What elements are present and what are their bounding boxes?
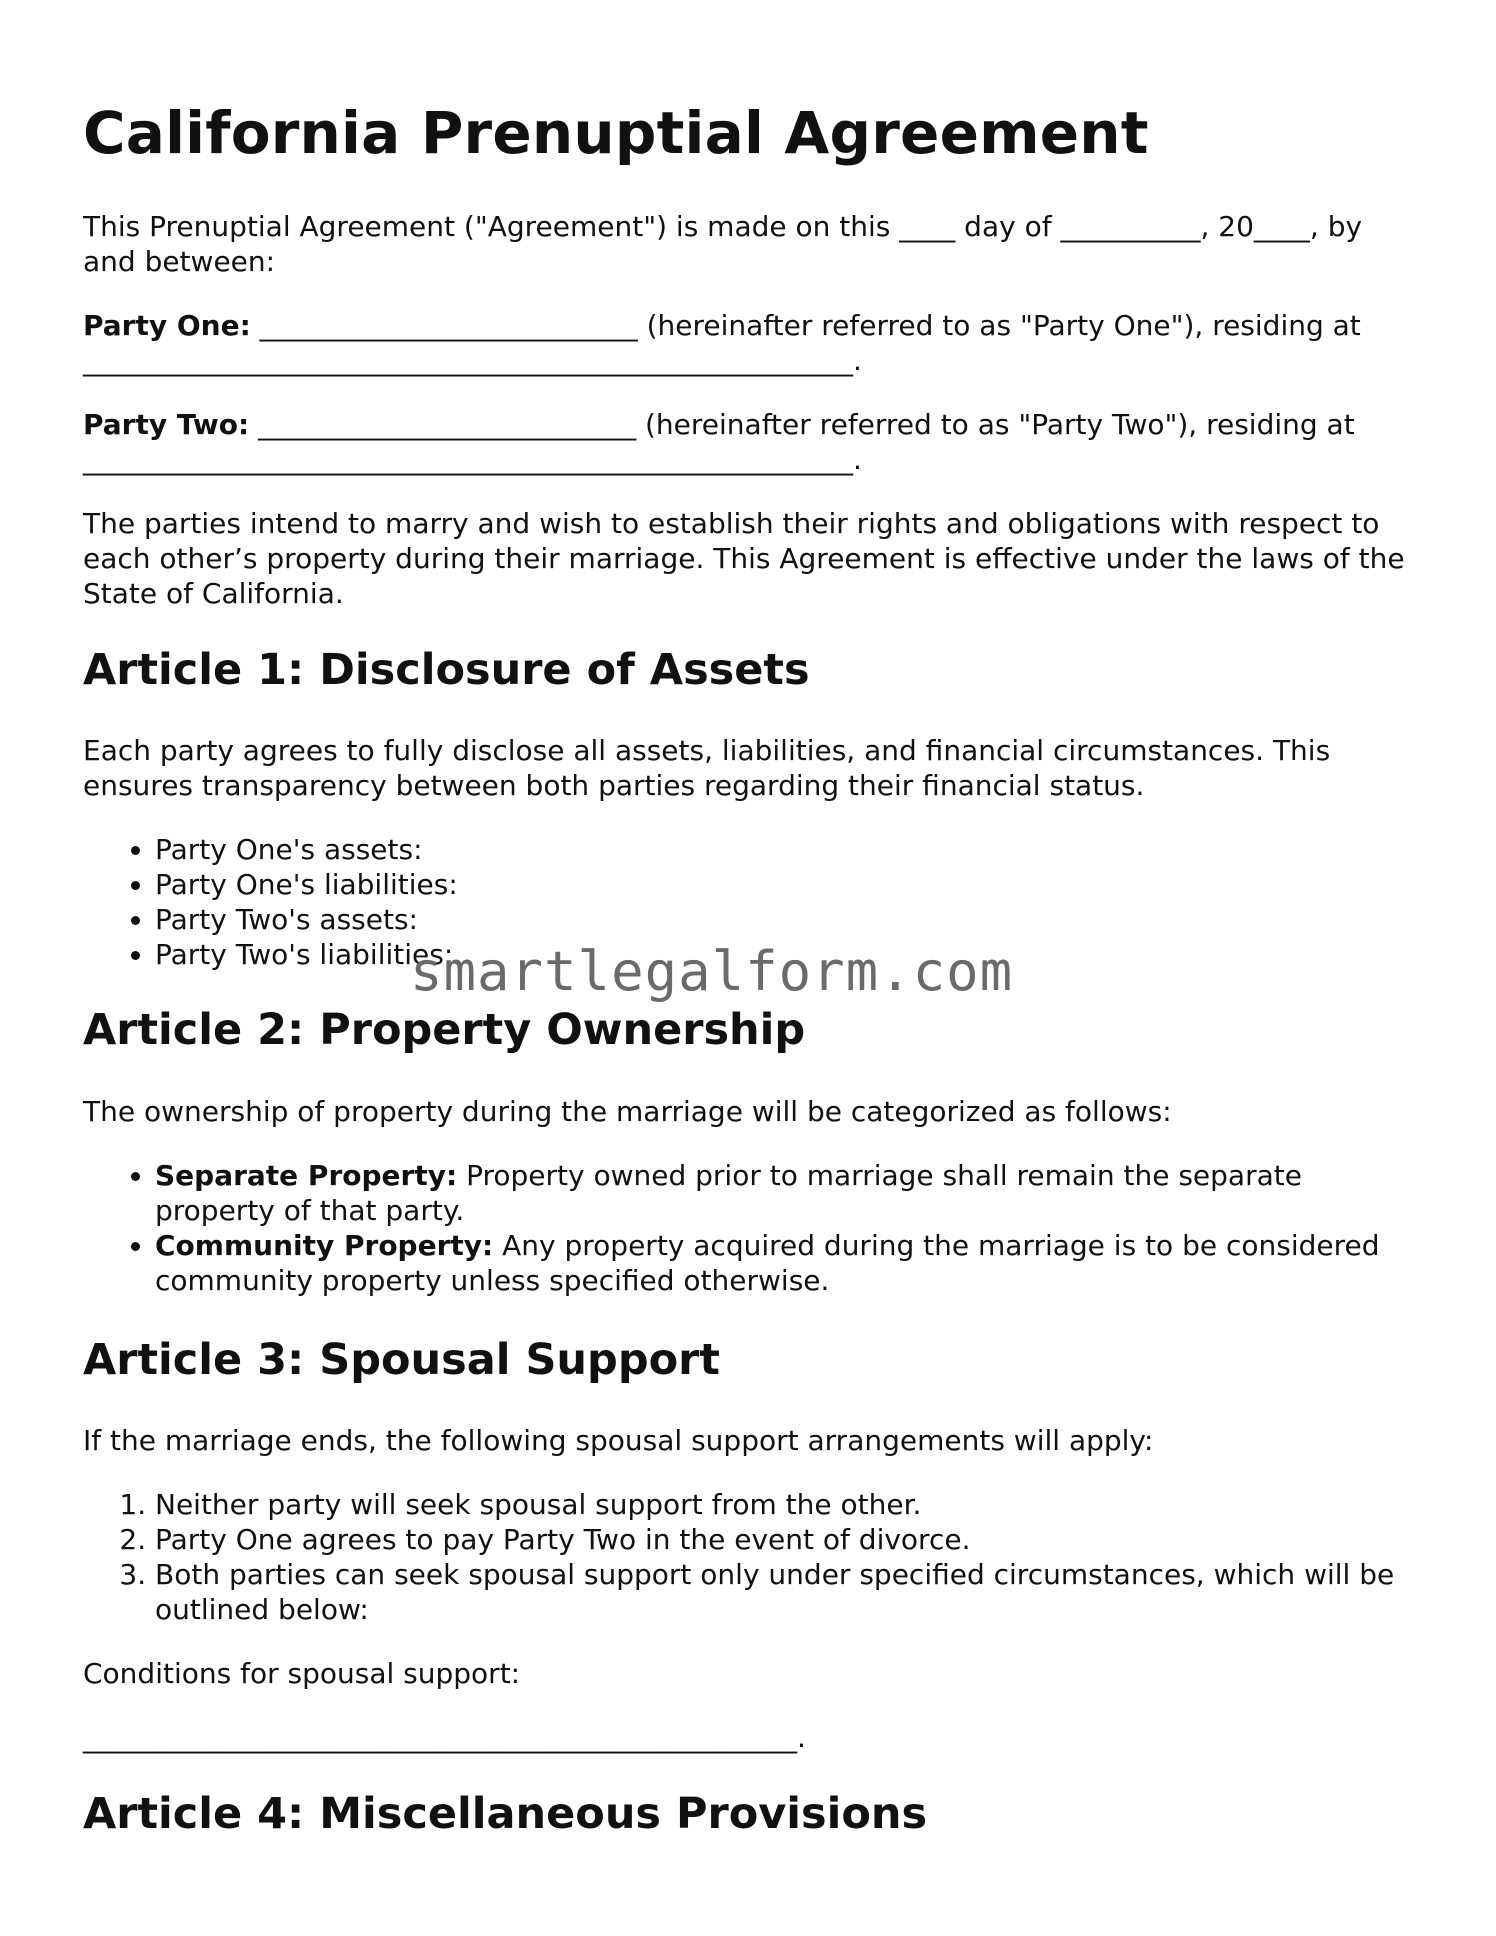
party-two-paragraph bbox=[83, 407, 1423, 477]
watermark-text: smartlegalform.com bbox=[410, 940, 1014, 1003]
list-item: • Party One's assets: bbox=[155, 832, 1423, 867]
document-title: California Prenuptial Agreement bbox=[83, 99, 1149, 167]
article-4-heading: Article 4: Miscellaneous Provisions bbox=[83, 1789, 928, 1839]
list-item: • Party Two's assets: bbox=[155, 902, 1423, 937]
separate-property-text: Property owned prior to marriage shall remain the separate property of that party. bbox=[155, 1158, 1302, 1227]
list-item: 1. Neither party will seek spousal support from the other. bbox=[155, 1487, 1423, 1522]
separate-property-label: Separate Property: bbox=[155, 1158, 458, 1192]
party-one-paragraph bbox=[83, 308, 1423, 378]
conditions-label: Conditions for spousal support: bbox=[83, 1657, 521, 1690]
conditions-blank: ___________________________________________________. bbox=[83, 1721, 806, 1754]
article-2-heading: Article 2: Property Ownership bbox=[83, 1005, 806, 1056]
community-property-label: Community Property: bbox=[155, 1228, 494, 1262]
party-two-text: ___________________________ (hereinafter referred to as "Party Two"), residing at _______________________________________________________. bbox=[83, 407, 1355, 476]
community-property-text: Any property acquired during the marriage is to be considered community property unless specified otherwise. bbox=[155, 1228, 1380, 1297]
article-3-body: If the marriage ends, the following spousal support arrangements will apply: bbox=[83, 1424, 1154, 1457]
list-item: 2. Party One agrees to pay Party Two in the event of divorce. bbox=[155, 1522, 1423, 1557]
article-3-heading: Article 3: Spousal Support bbox=[83, 1334, 720, 1385]
purpose-paragraph: The parties intend to marry and wish to establish their rights and obligations with respect to each other’s property during their marriage. This Agreement is effective under the laws of the State of California. bbox=[83, 506, 1405, 610]
article-1-body: Each party agrees to fully disclose all assets, liabilities, and financial circumstances. This ensures transparency between both parties regarding their financial status. bbox=[83, 734, 1331, 803]
article-2-list bbox=[83, 1158, 1423, 1298]
list-item: • Party Two's liabilities: bbox=[155, 937, 1423, 972]
party-one-text: ___________________________ (hereinafter referred to as "Party One"), residing at _______________________________________________________. bbox=[83, 308, 1361, 377]
party-two-label: Party Two: bbox=[83, 407, 250, 441]
list-item bbox=[155, 1228, 1423, 1298]
intro-paragraph: This Prenuptial Agreement ("Agreement") is made on this ____ day of __________, 20____, by and between: bbox=[83, 209, 1363, 278]
list-item: 3. Both parties can seek spousal support only under specified circumstances, which will be outlined below: bbox=[155, 1557, 1423, 1627]
list-item: • Party One's liabilities: bbox=[155, 867, 1423, 902]
party-one-label: Party One: bbox=[83, 308, 251, 342]
article-2-body: The ownership of property during the marriage will be categorized as follows: bbox=[83, 1094, 1172, 1128]
article-3-list bbox=[83, 1487, 1423, 1627]
list-item bbox=[155, 1158, 1423, 1228]
article-1-heading: Article 1: Disclosure of Assets bbox=[83, 644, 810, 695]
